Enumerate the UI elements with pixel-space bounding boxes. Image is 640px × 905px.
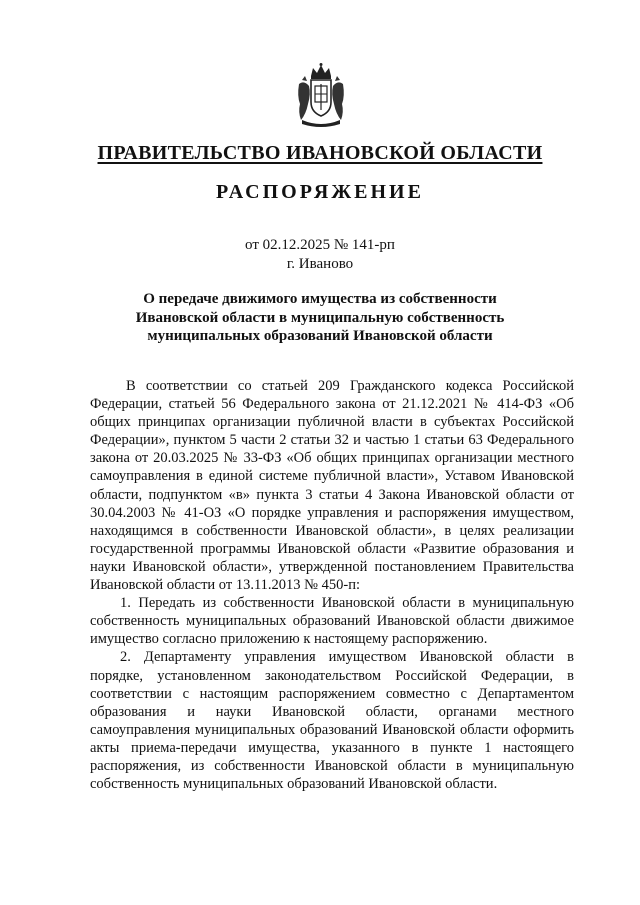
subject-line-1: О передаче движимого имущества из собственности [143, 291, 497, 307]
organization-title-text: ПРАВИТЕЛЬСТВО ИВАНОВСКОЙ ОБЛАСТИ [97, 142, 543, 164]
document-subject [80, 290, 560, 346]
city: г. Иваново [286, 256, 354, 272]
date-block [0, 236, 640, 274]
document-type-title: РАСПОРЯЖЕНИЕ [216, 181, 424, 203]
subject-line-3: муниципальных образований Ивановской области [147, 328, 493, 344]
document-body [90, 377, 574, 793]
preamble-paragraph: В соответствии со статьей 209 Гражданского кодекса Российской Федерации, статьей 56 Федерального закона от 21.12.2021 № 414-ФЗ «Об общих принципах организации публичной власти в субъектах Российской Федерации», пунктом 5 части 2 статьи 32 и частью 1 статьи 63 Федерального закона от 20.03.2025 № 33-ФЗ «Об общих принципах организации местного самоуправления в единой системе публичной власти», Уставом Ивановской области, подпунктом «в» пункта 3 статьи 4 Закона Ивановской области от 30.04.2003 № 41-ОЗ «О порядке управления и распоряжения имуществом, находящимся в собственности Ивановской области», в целях реализации государственной программы Ивановской области «Развитие образования и науки Ивановской области», утвержденной постановлением Правительства Ивановской области от 13.11.2013 № 450-п: [90, 378, 574, 594]
item-1-paragraph: 1. Передать из собственности Ивановской области в муниципальную собственность муниципальных образований Ивановской области движимое имущество согласно приложению к настоящему распоряжению. [90, 595, 574, 648]
subject-line-2: Ивановской области в муниципальную собственность [135, 309, 505, 326]
item-2-paragraph: 2. Департаменту управления имуществом Ивановской области в порядке, установленном законодательством Российской Федерации, в соответствии с настоящим распоряжением совместно с Департаментом образования и науки Ивановской области, органами местного самоуправления муниципальных образований Ивановской области оформить акты приема-передачи имущества, указанного в пункте 1 настоящего распоряжения, из собственности Ивановской области в муниципальную собственность муниципальных образований Ивановской области. [90, 649, 574, 793]
coat-of-arms-icon [296, 62, 346, 128]
organization-title [0, 142, 640, 165]
date-number: от 02.12.2025 № 141-рп [245, 237, 395, 253]
